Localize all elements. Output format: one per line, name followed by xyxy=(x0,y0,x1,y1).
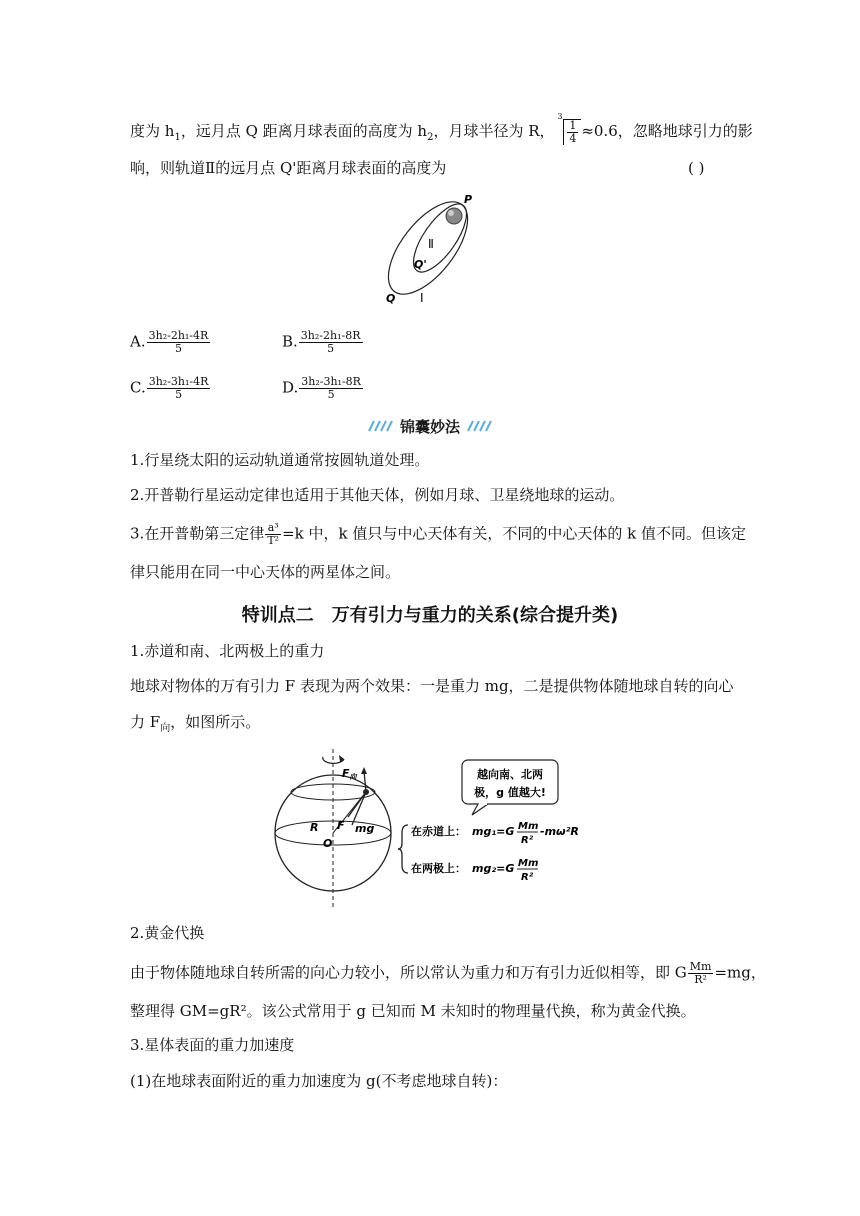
root-num: 1 xyxy=(569,119,577,132)
eq-equator-den: R² xyxy=(521,835,534,846)
option-a-num: 3h₂-2h₁-4R xyxy=(148,329,209,342)
paragraph-5: (1)在地球表面附近的重力加速度为 g(不考虑地球自转)： xyxy=(130,1072,508,1090)
option-d-num: 3h₂-3h₁-8R xyxy=(301,375,361,388)
label-f-dir: F向 xyxy=(342,767,357,781)
eq-equator: mg₁=G xyxy=(472,825,515,838)
banner-stripes-left xyxy=(369,421,392,431)
p3-b: =mg， xyxy=(714,963,766,982)
cube-root xyxy=(557,112,581,145)
golden-num: Mm xyxy=(689,960,712,973)
banner-stripes-right xyxy=(468,421,491,431)
earth-diagram xyxy=(268,745,608,910)
label-r: R xyxy=(310,821,319,834)
kepler-fraction xyxy=(265,522,281,547)
problem-text-c: ，月球半径为 R， xyxy=(433,122,555,140)
root-fraction xyxy=(567,120,578,145)
problem-text-d: ≈0.6，忽略地球引力的影 xyxy=(581,122,753,140)
option-a[interactable] xyxy=(130,330,211,355)
p2-b: ，如图所示。 xyxy=(170,713,261,731)
golden-den: R² xyxy=(694,973,707,986)
root-den: 4 xyxy=(569,132,577,145)
problem-line-1 xyxy=(130,112,753,148)
heading-2: 2.黄金代换 xyxy=(130,924,205,942)
label-f: F xyxy=(337,819,345,832)
tip-3-b: =k 中，k 值只与中心天体有关，不同的中心天体的 k 值不同。但该定 xyxy=(282,524,746,543)
label-p: P xyxy=(464,193,473,206)
label-q: Q xyxy=(386,292,396,305)
force-f-dir xyxy=(364,771,366,792)
object-dot xyxy=(363,789,369,795)
eq-equator-num: Mm xyxy=(518,821,539,832)
banner-title: 锦囊妙法 xyxy=(399,418,461,436)
equation-brace xyxy=(398,825,408,873)
moon-icon xyxy=(446,208,462,224)
tips-banner xyxy=(365,415,495,437)
option-c[interactable] xyxy=(130,376,211,401)
tip-3 xyxy=(130,522,746,547)
option-d-letter: D. xyxy=(282,378,299,397)
p2-a: 力 F xyxy=(130,713,161,731)
label-q-prime: Q' xyxy=(414,258,427,271)
eq-equator-label: 在赤道上： xyxy=(411,825,466,838)
option-b-num: 3h₂-2h₁-8R xyxy=(300,329,361,342)
option-d-fraction xyxy=(299,376,363,401)
paragraph-4: 整理得 GM=gR²。该公式常用于 g 已知而 M 未知时的物理量代换，称为黄金代换。 xyxy=(130,1002,696,1020)
eq-pole: mg₂=G xyxy=(472,862,515,875)
option-a-fraction xyxy=(147,330,211,355)
option-c-den: 5 xyxy=(175,388,183,401)
option-c-letter: C. xyxy=(130,378,146,397)
paragraph-1: 地球对物体的万有引力 F 表现为两个效果：一是重力 mg，二是提供物体随地球自转的向心 xyxy=(130,677,734,695)
problem-line-2 xyxy=(130,158,446,178)
eq-pole-num: Mm xyxy=(518,858,539,869)
p2-sub: 向 xyxy=(160,723,171,734)
kepler-num: a³ xyxy=(265,522,281,535)
sub-1: 1 xyxy=(174,132,181,143)
sub-2: 2 xyxy=(427,132,434,143)
heading-1: 1.赤道和南、北两极上的重力 xyxy=(130,642,325,660)
eq-pole-label: 在两极上： xyxy=(411,862,466,875)
option-b-den: 5 xyxy=(327,342,335,355)
heading-3: 3.星体表面的重力加速度 xyxy=(130,1036,295,1054)
option-d-den: 5 xyxy=(327,388,335,401)
tip-3-a: 3.在开普勒第三定律 xyxy=(130,524,265,543)
option-d[interactable] xyxy=(282,376,364,401)
tip-1: 1.行星绕太阳的运动轨道通常按圆轨道处理。 xyxy=(130,451,430,469)
option-c-fraction xyxy=(147,376,211,401)
option-b-fraction xyxy=(299,330,363,355)
answer-bracket: ( ) xyxy=(688,159,705,177)
option-b-letter: B. xyxy=(282,332,298,351)
option-a-letter: A. xyxy=(130,332,146,351)
speech-bubble xyxy=(462,760,558,815)
problem-text-a: 度为 h xyxy=(130,122,175,140)
option-b[interactable] xyxy=(282,330,364,355)
eq-equator-tail: -mω²R xyxy=(540,825,579,838)
paragraph-2 xyxy=(130,712,260,739)
problem-text-b: ，远月点 Q 距离月球表面的高度为 h xyxy=(180,122,428,140)
kepler-den: T² xyxy=(267,534,280,547)
section-title: 特训点二 万有引力与重力的关系(综合提升类) xyxy=(241,605,619,626)
paragraph-3 xyxy=(130,961,766,986)
golden-fraction xyxy=(688,961,714,986)
root-index: 3 xyxy=(557,112,563,121)
label-o: O xyxy=(323,837,333,850)
option-c-num: 3h₂-3h₁-4R xyxy=(148,375,209,388)
tip-2: 2.开普勒行星运动定律也适用于其他天体，例如月球、卫星绕地球的运动。 xyxy=(130,486,625,504)
label-mg: mg xyxy=(355,822,375,835)
eq-pole-den: R² xyxy=(521,872,534,883)
label-orbit2: Ⅱ xyxy=(428,237,434,251)
bubble-line-1: 越向南、北两 xyxy=(477,768,543,781)
orbit-diagram xyxy=(380,192,490,310)
tip-3-line-2: 律只能用在同一中心天体的两星体之间。 xyxy=(130,563,401,581)
option-a-den: 5 xyxy=(174,342,182,355)
label-orbit1: Ⅰ xyxy=(420,291,424,305)
bubble-line-2: 极，g 值越大! xyxy=(474,786,546,799)
problem-text-e: 响，则轨道Ⅱ的远月点 Q'距离月球表面的高度为 xyxy=(130,159,447,177)
p3-a: 由于物体随地球自转所需的向心力较小，所以常认为重力和万有引力近似相等，即 G xyxy=(130,963,687,982)
